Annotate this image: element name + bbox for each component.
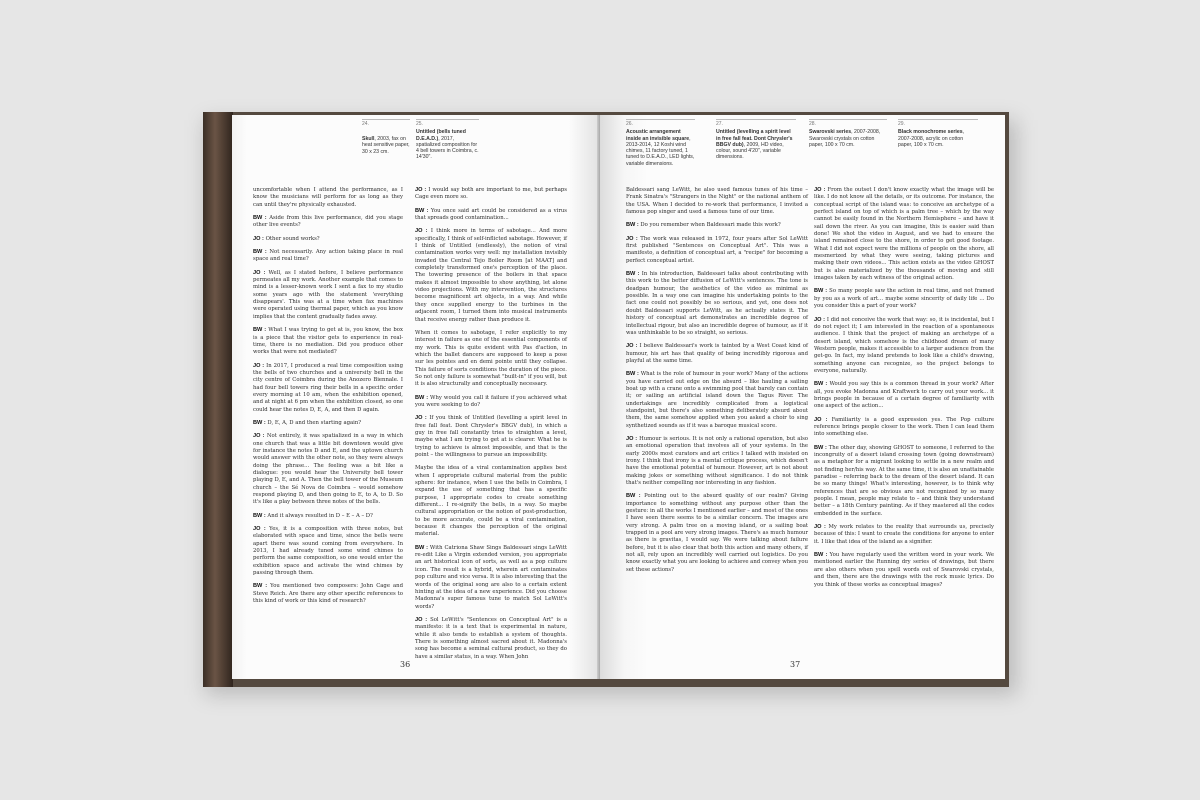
caption-text: , 2007-2008, acrylic on cotton paper, 100 x 70 cm.: [898, 129, 965, 148]
paragraph: BW : Aside from this live performance, did you stage other live events?: [253, 215, 403, 229]
caption-28: [809, 119, 887, 148]
caption-27: [716, 119, 796, 161]
speaker-tag: BW :: [253, 583, 268, 590]
paragraph: Baldessari sang LeWitt, he also used famous tunes of his time – Frank Sinatra's "Strangers in the Night" or the national anthem of the USA. When I decided to re-work that performance, I invited a famous pop singer and used a famous tune of our time.: [626, 187, 808, 216]
paragraph: BW : The other day, showing GHOST to someone, I referred to the incongruity of a desert island crossing town (going downstream) as a metaphor for a migrant looking to settle in a new realm and not finding her/his way. At the same time, it is also an unattainable paradise – referring back to the dream of the desert island. It can be so many things! What's interesting, however, is to think why references that are so obvious are not recognized by so many people. I mean, people may relate to – and think they understand better – a 18th Century painting. As if they mastered all the codes embedded in the surface.: [814, 444, 994, 517]
speaker-tag: BW :: [814, 381, 828, 388]
speaker-tag: BW :: [626, 271, 640, 278]
left-page: [232, 115, 598, 679]
paragraph: BW : With Catriona Shaw Sings Baldessari sings LeWitt re-edit Like a Virgin extended version, you appropriate an art historical icon of sorts, as well as a pop culture icon. The result is a hybrid, wherein art contaminates pop culture and vice versa. It is also interesting that the words of the original song are also to a certain extent hinting at the idea of a new experience. Did you choose Madonna's super famous tune to match Sol LeWitt's words?: [415, 544, 567, 610]
speaker-tag: BW :: [814, 552, 828, 559]
caption-number: 26.: [626, 119, 695, 127]
right-page: [600, 115, 1005, 679]
paragraph: BW : D, E, A, D and then starting again?: [253, 419, 362, 426]
page-number-right: 37: [790, 660, 801, 669]
speaker-tag: BW :: [253, 215, 267, 222]
speaker-tag: JO :: [626, 435, 638, 442]
paragraph: BW : What is the role of humour in your work? Many of the actions you have carried out edge on the absurd – like hauling a sailing boat up with a crane onto a swimming pool that barely can contain it; or sailing an artificial island down the Tagus River. The undertakings are incredibly complicated from a logistical standpoint, but there's also something deliberately absurd about them, the same somehow applied when you asked a choir to sing synthetized sounds as if it was a baroque musical score.: [626, 371, 808, 429]
speaker-tag: BW :: [253, 327, 267, 334]
speaker-tag: BW :: [415, 207, 429, 214]
speaker-tag: JO :: [415, 187, 427, 193]
speaker-tag: JO :: [253, 235, 264, 242]
paragraph: uncomfortable when I attend the performance, as I know the musicians will perform for as long as they can until they're physically exhausted.: [253, 187, 403, 208]
speaker-tag: BW :: [814, 444, 827, 451]
paragraph: JO : I think more in terms of sabotage... And more specifically, I think of self-inflicted sabotage. However, if I think of Untitled (endlessly), the notion of viral contamination works very well: my installation invisibly invaded the Central Tejo Boiler Room [at MAAT] and completely transformed one's perception of the place. The towering presence of the boilers in that space makes it almost impossible to show anything, let alone video projections. With my intervention, the structures become magnificent art objects, in a way. And while they once supplied energy to the turbines in the adjacent room, I turned them into musical instruments that receive energy rather than produce it.: [415, 228, 567, 323]
caption-number: 27.: [716, 119, 796, 127]
caption-skull: [362, 136, 412, 155]
caption-text: , 2007-2008, Swarovski crystals on cotton paper, 100 x 70 cm.: [809, 129, 881, 148]
speaker-tag: JO :: [814, 187, 826, 193]
paragraph: JO : Well, as I stated before, I believe performance permeates all my work. Another example that comes to mind is a lesser-known work I sent a fax to my studio some years ago with the statement 'everything disappears'. This was at a time when fax machines were operated using thermal paper, which as you know implies that the content gradually fades away.: [253, 269, 403, 320]
caption-title: Untitled (bells tuned D.E.A.D.): [416, 129, 466, 142]
speaker-tag: JO :: [814, 316, 826, 323]
speaker-tag: JO :: [814, 524, 826, 531]
paragraph: BW : Would you say this is a common thread in your work? After all, you evoke Madonna and Kraftwerk to carry out your work... it brings people in because of a certain degree of familiarity with one aspect of the action...: [814, 381, 994, 410]
paragraph: JO : Sol LeWitt's "Sentences on Conceptual Art" is a manifesto: it is a text that is experimental in nature, while it also tends to establish a system of thoughts. There is something almost sacred about it. Madonna's song has become a seminal cultural product, so they do have a similar status, in a way. When John: [415, 616, 567, 660]
caption-text: , 2017, spatialized composition for 4 bell towers in Coimbra, c. 14'30".: [416, 135, 479, 161]
paragraph: BW : You once said art could be considered as a virus that spreads good contamination...: [415, 207, 567, 222]
caption-25: [416, 119, 479, 161]
paragraph: BW : Not necessarily. Any action taking place in real space and real time?: [253, 249, 403, 263]
paragraph: BW : In his introduction, Baldessari talks about contributing with this work to the better diffusion of LeWitt's sentences. The tone is deadpan humour, the aesthetics of the video as minimal as possible. In a way one can imagine his undertaking points to the fact one could not possibly be so serious, and yet, one does not doubt Baldessari supports LeWitt, as he actually states it. The history of conceptual art demonstrates an incredible degree of intellectual rigour, but also an incredible degree of humour, as if it was unthinkable to be so straight, so serious.: [626, 271, 808, 336]
speaker-tag: BW :: [814, 288, 828, 295]
paragraph: JO : In 2017, I produced a real time composition using the bells of two churches and a university bell in the city centre of Coimbra during the Anozero Biennale. I had four bell towers ring their bells in a specific order every morning at 10 am, when the exhibition opened, and at night at 6 pm when the exhibition closed, so one could hear the notes D, E, A, and then D again.: [253, 362, 403, 413]
right-column-2: [814, 187, 994, 595]
caption-title: Swarovski series: [809, 129, 852, 136]
paragraph: BW : Do you remember when Baldessari made this work?: [626, 222, 781, 229]
paragraph: BW : Pointing out to the absurd quality of our realm? Giving importance to something without any purpose other than the gesture: in all the works I mentioned earlier – and most of the ones I have seen there seems to be a similar concern. The images are very strong. A palm tree on a moving island, or a sailing boat trapped in a pool are very strong images. There's as much humour as there is gravitas, I would say. We were talking about failure before, but it is also clear that both this action and many others, if not all, rely upon an incredibly well carried out logistics. Do you know exactly what you are looking to achieve and convey when you set these actions?: [626, 493, 808, 573]
speaker-tag: JO :: [415, 415, 427, 422]
caption-title: Skull: [362, 136, 375, 142]
page-number-left: 36: [400, 660, 411, 669]
paragraph: JO : Familiarity is a good expression yes. The Pop culture reference brings people closer to the work. Then I can lead them into something else.: [814, 416, 994, 438]
speaker-tag: JO :: [814, 416, 828, 423]
paragraph: BW : And it always resulted in D – E – A – D?: [253, 512, 373, 519]
caption-29: [898, 119, 978, 148]
caption-number: 24.: [362, 119, 410, 127]
speaker-tag: JO :: [253, 362, 265, 369]
paragraph: JO : The work was released in 1972, four years after Sol LeWitt first published "Sentences on Conceptual Art". This was a manifesto, a definition of conceptual art, a "recipe" for becoming a perfect conceptual artist.: [626, 235, 808, 264]
paragraph: JO : Not entirely, it was spatialized in a way in which one church that was a little bit downtown would give for instance the notes D and E, and the uptown church would answer with the other note, so they were always doing the phrase... The feeling was a bit like a dialogue: you would hear the University bell tower playing D, E, and A. Then the bell tower of the Museum church – the Sé Nova de Coimbra – would somehow respond playing D, and then going to E, to A, to D. So it's like a play between three notes of the bells.: [253, 433, 403, 506]
paragraph: BW : Why would you call it failure if you achieved what you were seeking to do?: [415, 394, 567, 408]
right-column-1: [626, 187, 808, 580]
paragraph: BW : You have regularly used the written word in your work. We mentioned earlier the Running dry series of drawings, but there are also others when you spell words out of Swarovski crystals, and then, there are the drawings with the rock music lyrics. Do you think of these works as conceptual images?: [814, 552, 994, 588]
speaker-tag: JO :: [415, 228, 428, 235]
caption-26: [626, 119, 695, 167]
speaker-tag: BW :: [626, 493, 641, 500]
speaker-tag: BW :: [626, 371, 639, 378]
speaker-tag: BW :: [253, 512, 266, 519]
paragraph: BW : So many people saw the action in real time, and not framed by you as a work of art... maybe some sincerity of daily life ... Do you consider this a part of your work?: [814, 288, 994, 310]
caption-title: Black monochrome series: [898, 129, 963, 136]
caption-number: 25.: [416, 119, 479, 127]
speaker-tag: BW :: [415, 544, 428, 551]
speaker-tag: BW :: [626, 222, 639, 229]
speaker-tag: JO :: [415, 616, 428, 623]
speaker-tag: JO :: [626, 235, 638, 242]
caption-title: Untitled (levelling a spirit level in free fall feat. Dont Chrysler's BBGV dub): [716, 129, 793, 148]
speaker-tag: BW :: [415, 394, 429, 401]
paragraph: JO : Yes, it is a composition with three notes, but elaborated with space and time, since the bells were apart there was sound coming from everywhere. In 2013, I had already tuned some wind chimes to perform the same composition, so one would enter the exhibition space and activate the wind chimes by passing through them.: [253, 526, 403, 577]
paragraph: Maybe the idea of a viral contamination applies best when I appropriate cultural material from the public sphere: for instance, when I use the bells in Coimbra, I expand the use of something that has a specific purpose, I appropriate codes to create something different... I re-signify the bells, in a way. So maybe cultural appropriation or the notion of post-production, to be more accurate, could be a viral contamination, because it changes the perception of the original material.: [415, 465, 567, 538]
paragraph: JO : I believe Baldessari's work is tainted by a West Coast kind of humour, his art has that quality of being incredibly rigorous and playful at the same time.: [626, 343, 808, 364]
speaker-tag: JO :: [253, 269, 266, 276]
paragraph: BW : What I was trying to get at is, you know, the box is a piece that the visitor gets to experience in real-time, there is no mediation. Did you produce other works that were not mediated?: [253, 327, 403, 356]
caption-number: 28.: [809, 119, 887, 127]
paragraph: JO : My work relates to the reality that surrounds us, precisely because of this: I want to create the conditions for anyone to enter it. I like that idea of the island as a signifier.: [814, 524, 994, 545]
speaker-tag: JO :: [626, 343, 638, 350]
paragraph: JO : I did not conceive the work that way: so, it is incidental, but I do not reject it; I am interested in the reaction of a spontaneous audience. I think that the project of making an archetype of a desert island, which somehow is the childhood dream of many Western people, makes it accessible to a larger audience from the get-go. In fact, my island pretends to look like a child's drawing, something anyone can recognize, so the project belongs to everyone, naturally.: [814, 316, 994, 374]
caption-text: , 2003, fax on heat sensitive paper, 30 x 23 cm.: [362, 136, 410, 155]
paragraph: JO : If you think of Untitled (levelling a spirit level in free fall feat. Dont Chrysler's BBGV dub), in which a guy in free fall constantly tries to straighten a level, maybe what I am trying to get at is clearer. What he is trying to achieve is almost impossible, and that is the point – the willingness to pursue an impossibility.: [415, 415, 567, 458]
speaker-tag: BW :: [253, 249, 267, 256]
paragraph: When it comes to sabotage, I refer explicitly to my interest in failure as one of the essential components of my work. This is quite evident with Pas d'action, in which the ballet dancers are supposed to keep a pose sur les pointes and en demi pointe until they collapse. This failure of sorts conditions the duration of the piece. So not only failure is somewhat "built-in" if you will, but it is also structurally and conceptually necessary.: [415, 329, 567, 388]
caption-text: , 2009, HD video, colour, sound 4'20", variable dimensions.: [716, 141, 784, 161]
caption-number: 29.: [898, 119, 978, 127]
speaker-tag: JO :: [253, 526, 266, 533]
paragraph: BW : You mentioned two composers: John Cage and Steve Reich. Are there any other specific references to this kind of work or this kind of research?: [253, 583, 403, 605]
speaker-tag: JO :: [253, 433, 265, 440]
left-column-1: [253, 187, 403, 612]
paragraph: JO : From the outset I don't know exactly what the image will be like. I do not know all the details, or its outcome. For instance, the conceptual script of the island was: to conceive an archetype of a perfect island on top of which is a palm tree – which by the way cannot be easily found in the Northern Hemisphere – and have it sail down the river. As you can imagine, this is easier said than done! We shot the video in August, and we had to ensure the island remained close to the shore, in order to get good footage. What I did not expect were the millions of people on the shore, all mesmerized by what they were seeing, taking pictures and making their own videos... This action exists as the video GHOST but is also materialized by the thousands of moving and still images taken by each witness of the original action.: [814, 187, 994, 282]
paragraph: JO : Other sound works?: [253, 235, 320, 242]
caption-title: Acoustic arrangement inside an invisible square: [626, 129, 690, 142]
speaker-tag: BW :: [253, 419, 266, 426]
paragraph: JO : I would say both are important to me, but perhaps Cage even more so.: [415, 187, 567, 201]
caption-24: [362, 119, 410, 129]
left-column-2: [415, 187, 567, 667]
caption-text: , 2013-2014, 12 Koshi wind chimes, 11 factory tuned, 1 tuned to D.E.A.D., LED lights, variable dimensions.: [626, 135, 695, 167]
book-spine-edge: [203, 112, 233, 687]
paragraph: JO : Humour is serious. It is not only a rational operation, but also an emotional operation that involves all of your systems. In the early 2000s most curators and art critics I talked with insisted on irony. I think that irony is a mental critique process, which doesn't have the emotional potential of humour. However, art is not about making jokes or something without significance. I do not think that's neither compelling nor interesting in any fashion.: [626, 435, 808, 487]
